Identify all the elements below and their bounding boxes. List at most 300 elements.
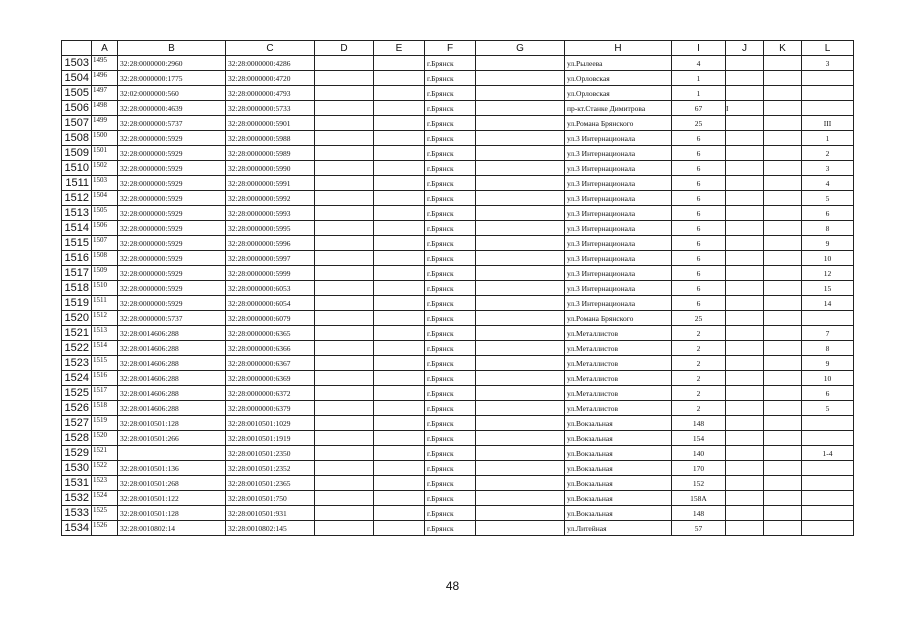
cell-i[interactable]: 25 <box>672 311 726 326</box>
cell-h[interactable]: ул.Романа Брянского <box>565 311 672 326</box>
cell-h[interactable]: ул.3 Интернационала <box>565 281 672 296</box>
cell-b[interactable]: 32:28:0014606:288 <box>118 371 226 386</box>
cell-a[interactable]: 1521 <box>92 446 118 461</box>
cell-j[interactable] <box>726 461 764 476</box>
cell-h[interactable]: ул.Вокзальная <box>565 476 672 491</box>
cell-l[interactable] <box>802 86 854 101</box>
cell-b[interactable]: 32:28:0010802:14 <box>118 521 226 536</box>
cell-f[interactable]: г.Брянск <box>425 401 476 416</box>
cell-b[interactable]: 32:28:0000000:2960 <box>118 56 226 71</box>
cell-i[interactable]: 1 <box>672 71 726 86</box>
cell-l[interactable]: 1-4 <box>802 446 854 461</box>
cell-c[interactable]: 32:28:0000000:5997 <box>226 251 315 266</box>
cell-e[interactable] <box>374 416 425 431</box>
cell-d[interactable] <box>315 116 374 131</box>
cell-a[interactable]: 1502 <box>92 161 118 176</box>
cell-a[interactable]: 1524 <box>92 491 118 506</box>
cell-f[interactable]: г.Брянск <box>425 131 476 146</box>
cell-f[interactable]: г.Брянск <box>425 461 476 476</box>
cell-k[interactable] <box>764 386 802 401</box>
cell-g[interactable] <box>476 206 565 221</box>
cell-c[interactable]: 32:28:0010501:2365 <box>226 476 315 491</box>
row-number[interactable]: 1529 <box>62 446 92 461</box>
cell-d[interactable] <box>315 446 374 461</box>
row-number[interactable]: 1525 <box>62 386 92 401</box>
column-header-f[interactable]: F <box>425 41 476 56</box>
cell-a[interactable]: 1512 <box>92 311 118 326</box>
cell-c[interactable]: 32:28:0010501:1029 <box>226 416 315 431</box>
cell-j[interactable] <box>726 221 764 236</box>
cell-f[interactable]: г.Брянск <box>425 71 476 86</box>
cell-c[interactable]: 32:28:0000000:4286 <box>226 56 315 71</box>
cell-l[interactable]: 6 <box>802 206 854 221</box>
cell-a[interactable]: 1519 <box>92 416 118 431</box>
cell-i[interactable]: 170 <box>672 461 726 476</box>
cell-f[interactable]: г.Брянск <box>425 101 476 116</box>
cell-b[interactable]: 32:28:0014606:288 <box>118 386 226 401</box>
row-number[interactable]: 1511 <box>62 176 92 191</box>
cell-b[interactable]: 32:28:0000000:5737 <box>118 116 226 131</box>
cell-g[interactable] <box>476 221 565 236</box>
cell-c[interactable]: 32:28:0010501:2350 <box>226 446 315 461</box>
cell-g[interactable] <box>476 371 565 386</box>
cell-f[interactable]: г.Брянск <box>425 341 476 356</box>
cell-e[interactable] <box>374 386 425 401</box>
cell-c[interactable]: 32:28:0000000:6367 <box>226 356 315 371</box>
cell-e[interactable] <box>374 446 425 461</box>
cell-b[interactable]: 32:28:0014606:288 <box>118 401 226 416</box>
cell-c[interactable]: 32:28:0010501:931 <box>226 506 315 521</box>
cell-d[interactable] <box>315 371 374 386</box>
cell-d[interactable] <box>315 176 374 191</box>
cell-e[interactable] <box>374 101 425 116</box>
row-number[interactable]: 1521 <box>62 326 92 341</box>
cell-l[interactable]: 5 <box>802 401 854 416</box>
cell-j[interactable] <box>726 56 764 71</box>
cell-e[interactable] <box>374 251 425 266</box>
cell-d[interactable] <box>315 206 374 221</box>
cell-b[interactable]: 32:28:0010501:266 <box>118 431 226 446</box>
cell-c[interactable]: 32:28:0000000:6053 <box>226 281 315 296</box>
cell-b[interactable]: 32:28:0010501:268 <box>118 476 226 491</box>
cell-e[interactable] <box>374 371 425 386</box>
row-number[interactable]: 1522 <box>62 341 92 356</box>
cell-e[interactable] <box>374 326 425 341</box>
cell-i[interactable]: 25 <box>672 116 726 131</box>
cell-b[interactable]: 32:28:0000000:5929 <box>118 176 226 191</box>
cell-h[interactable]: ул.Металлистов <box>565 341 672 356</box>
cell-b[interactable]: 32:28:0000000:5929 <box>118 221 226 236</box>
column-header-a[interactable]: A <box>92 41 118 56</box>
cell-f[interactable]: г.Брянск <box>425 476 476 491</box>
row-number[interactable]: 1508 <box>62 131 92 146</box>
cell-g[interactable] <box>476 311 565 326</box>
cell-k[interactable] <box>764 416 802 431</box>
cell-e[interactable] <box>374 311 425 326</box>
cell-a[interactable]: 1497 <box>92 86 118 101</box>
cell-c[interactable]: 32:28:0010501:1919 <box>226 431 315 446</box>
cell-j[interactable] <box>726 176 764 191</box>
row-number[interactable]: 1526 <box>62 401 92 416</box>
cell-h[interactable]: ул.3 Интернационала <box>565 146 672 161</box>
cell-i[interactable]: 2 <box>672 341 726 356</box>
cell-f[interactable]: г.Брянск <box>425 446 476 461</box>
cell-f[interactable]: г.Брянск <box>425 56 476 71</box>
cell-d[interactable] <box>315 416 374 431</box>
cell-h[interactable]: ул.Рылеева <box>565 56 672 71</box>
row-number[interactable]: 1515 <box>62 236 92 251</box>
cell-j[interactable] <box>726 311 764 326</box>
cell-e[interactable] <box>374 281 425 296</box>
cell-k[interactable] <box>764 251 802 266</box>
cell-e[interactable] <box>374 131 425 146</box>
cell-i[interactable]: 67 <box>672 101 726 116</box>
cell-k[interactable] <box>764 206 802 221</box>
cell-k[interactable] <box>764 236 802 251</box>
cell-f[interactable]: г.Брянск <box>425 266 476 281</box>
cell-h[interactable]: ул.Металлистов <box>565 326 672 341</box>
cell-d[interactable] <box>315 311 374 326</box>
cell-j[interactable] <box>726 71 764 86</box>
cell-j[interactable] <box>726 401 764 416</box>
cell-f[interactable]: г.Брянск <box>425 206 476 221</box>
cell-f[interactable]: г.Брянск <box>425 281 476 296</box>
cell-k[interactable] <box>764 176 802 191</box>
row-number[interactable]: 1513 <box>62 206 92 221</box>
cell-k[interactable] <box>764 341 802 356</box>
cell-j[interactable] <box>726 251 764 266</box>
cell-f[interactable]: г.Брянск <box>425 116 476 131</box>
cell-c[interactable]: 32:28:0000000:6079 <box>226 311 315 326</box>
cell-j[interactable] <box>726 191 764 206</box>
cell-k[interactable] <box>764 461 802 476</box>
row-number[interactable]: 1524 <box>62 371 92 386</box>
cell-i[interactable]: 148 <box>672 416 726 431</box>
row-number[interactable]: 1523 <box>62 356 92 371</box>
cell-e[interactable] <box>374 116 425 131</box>
cell-a[interactable]: 1513 <box>92 326 118 341</box>
row-number[interactable]: 1503 <box>62 56 92 71</box>
cell-e[interactable] <box>374 266 425 281</box>
cell-e[interactable] <box>374 506 425 521</box>
cell-g[interactable] <box>476 86 565 101</box>
cell-l[interactable] <box>802 71 854 86</box>
cell-i[interactable]: 2 <box>672 401 726 416</box>
cell-e[interactable] <box>374 161 425 176</box>
cell-k[interactable] <box>764 311 802 326</box>
cell-c[interactable]: 32:28:0000000:5999 <box>226 266 315 281</box>
cell-d[interactable] <box>315 476 374 491</box>
row-number[interactable]: 1512 <box>62 191 92 206</box>
cell-c[interactable]: 32:28:0000000:5990 <box>226 161 315 176</box>
cell-g[interactable] <box>476 101 565 116</box>
cell-a[interactable]: 1507 <box>92 236 118 251</box>
cell-i[interactable]: 6 <box>672 296 726 311</box>
cell-e[interactable] <box>374 56 425 71</box>
cell-i[interactable]: 6 <box>672 146 726 161</box>
cell-a[interactable]: 1498 <box>92 101 118 116</box>
cell-a[interactable]: 1503 <box>92 176 118 191</box>
cell-j[interactable] <box>726 356 764 371</box>
cell-a[interactable]: 1515 <box>92 356 118 371</box>
cell-k[interactable] <box>764 221 802 236</box>
cell-g[interactable] <box>476 71 565 86</box>
cell-a[interactable]: 1508 <box>92 251 118 266</box>
cell-g[interactable] <box>476 161 565 176</box>
cell-a[interactable]: 1523 <box>92 476 118 491</box>
cell-i[interactable]: 6 <box>672 221 726 236</box>
cell-e[interactable] <box>374 236 425 251</box>
cell-l[interactable]: 14 <box>802 296 854 311</box>
cell-c[interactable]: 32:28:0000000:4793 <box>226 86 315 101</box>
cell-j[interactable]: I <box>726 101 764 116</box>
column-header-d[interactable]: D <box>315 41 374 56</box>
column-header-l[interactable]: L <box>802 41 854 56</box>
cell-j[interactable] <box>726 131 764 146</box>
cell-h[interactable]: ул.3 Интернационала <box>565 221 672 236</box>
cell-c[interactable]: 32:28:0000000:6369 <box>226 371 315 386</box>
cell-a[interactable]: 1495 <box>92 56 118 71</box>
cell-g[interactable] <box>476 416 565 431</box>
cell-a[interactable]: 1501 <box>92 146 118 161</box>
cell-e[interactable] <box>374 341 425 356</box>
cell-c[interactable]: 32:28:0000000:5733 <box>226 101 315 116</box>
cell-h[interactable]: ул.Вокзальная <box>565 491 672 506</box>
column-header-e[interactable]: E <box>374 41 425 56</box>
cell-b[interactable]: 32:28:0000000:5929 <box>118 146 226 161</box>
cell-i[interactable]: 1 <box>672 86 726 101</box>
cell-h[interactable]: ул.3 Интернационала <box>565 251 672 266</box>
cell-l[interactable] <box>802 476 854 491</box>
cell-d[interactable] <box>315 341 374 356</box>
cell-d[interactable] <box>315 86 374 101</box>
cell-i[interactable]: 6 <box>672 161 726 176</box>
cell-g[interactable] <box>476 296 565 311</box>
cell-l[interactable]: 10 <box>802 251 854 266</box>
cell-a[interactable]: 1516 <box>92 371 118 386</box>
cell-k[interactable] <box>764 56 802 71</box>
cell-b[interactable]: 32:28:0014606:288 <box>118 326 226 341</box>
cell-l[interactable] <box>802 506 854 521</box>
cell-f[interactable]: г.Брянск <box>425 311 476 326</box>
cell-h[interactable]: ул.3 Интернационала <box>565 236 672 251</box>
cell-g[interactable] <box>476 461 565 476</box>
cell-e[interactable] <box>374 71 425 86</box>
cell-a[interactable]: 1517 <box>92 386 118 401</box>
cell-b[interactable]: 32:28:0010501:128 <box>118 506 226 521</box>
cell-c[interactable]: 32:28:0000000:5993 <box>226 206 315 221</box>
cell-j[interactable] <box>726 506 764 521</box>
cell-d[interactable] <box>315 161 374 176</box>
cell-f[interactable]: г.Брянск <box>425 236 476 251</box>
cell-i[interactable]: 6 <box>672 131 726 146</box>
cell-g[interactable] <box>476 446 565 461</box>
column-header-g[interactable]: G <box>476 41 565 56</box>
cell-e[interactable] <box>374 146 425 161</box>
cell-a[interactable]: 1499 <box>92 116 118 131</box>
cell-l[interactable] <box>802 431 854 446</box>
cell-f[interactable]: г.Брянск <box>425 371 476 386</box>
cell-c[interactable]: 32:28:0000000:6365 <box>226 326 315 341</box>
cell-b[interactable]: 32:28:0000000:5737 <box>118 311 226 326</box>
cell-l[interactable] <box>802 311 854 326</box>
cell-l[interactable] <box>802 491 854 506</box>
cell-h[interactable]: ул.3 Интернационала <box>565 176 672 191</box>
cell-h[interactable]: ул.3 Интернационала <box>565 266 672 281</box>
cell-g[interactable] <box>476 281 565 296</box>
cell-f[interactable]: г.Брянск <box>425 191 476 206</box>
cell-a[interactable]: 1520 <box>92 431 118 446</box>
cell-d[interactable] <box>315 131 374 146</box>
cell-k[interactable] <box>764 371 802 386</box>
cell-i[interactable]: 2 <box>672 386 726 401</box>
cell-i[interactable]: 2 <box>672 371 726 386</box>
cell-a[interactable]: 1500 <box>92 131 118 146</box>
cell-c[interactable]: 32:28:0000000:6366 <box>226 341 315 356</box>
cell-d[interactable] <box>315 431 374 446</box>
row-number[interactable]: 1506 <box>62 101 92 116</box>
cell-f[interactable]: г.Брянск <box>425 161 476 176</box>
cell-c[interactable]: 32:28:0010501:2352 <box>226 461 315 476</box>
cell-f[interactable]: г.Брянск <box>425 176 476 191</box>
cell-f[interactable]: г.Брянск <box>425 326 476 341</box>
cell-f[interactable]: г.Брянск <box>425 521 476 536</box>
cell-k[interactable] <box>764 86 802 101</box>
cell-k[interactable] <box>764 146 802 161</box>
row-number[interactable]: 1518 <box>62 281 92 296</box>
cell-d[interactable] <box>315 521 374 536</box>
cell-e[interactable] <box>374 401 425 416</box>
cell-k[interactable] <box>764 491 802 506</box>
cell-l[interactable]: 4 <box>802 176 854 191</box>
cell-g[interactable] <box>476 56 565 71</box>
cell-k[interactable] <box>764 281 802 296</box>
cell-g[interactable] <box>476 491 565 506</box>
cell-f[interactable]: г.Брянск <box>425 491 476 506</box>
cell-g[interactable] <box>476 506 565 521</box>
cell-l[interactable]: 6 <box>802 386 854 401</box>
cell-g[interactable] <box>476 431 565 446</box>
cell-l[interactable]: 8 <box>802 221 854 236</box>
cell-e[interactable] <box>374 521 425 536</box>
cell-k[interactable] <box>764 476 802 491</box>
cell-k[interactable] <box>764 356 802 371</box>
cell-j[interactable] <box>726 86 764 101</box>
cell-d[interactable] <box>315 251 374 266</box>
cell-j[interactable] <box>726 266 764 281</box>
cell-g[interactable] <box>476 521 565 536</box>
cell-k[interactable] <box>764 71 802 86</box>
cell-b[interactable]: 32:28:0000000:5929 <box>118 191 226 206</box>
cell-l[interactable] <box>802 461 854 476</box>
cell-g[interactable] <box>476 476 565 491</box>
cell-h[interactable]: ул.Вокзальная <box>565 416 672 431</box>
cell-j[interactable] <box>726 431 764 446</box>
cell-e[interactable] <box>374 461 425 476</box>
cell-f[interactable]: г.Брянск <box>425 506 476 521</box>
cell-g[interactable] <box>476 341 565 356</box>
cell-j[interactable] <box>726 296 764 311</box>
cell-a[interactable]: 1510 <box>92 281 118 296</box>
cell-i[interactable]: 6 <box>672 236 726 251</box>
column-header-i[interactable]: I <box>672 41 726 56</box>
cell-d[interactable] <box>315 71 374 86</box>
cell-j[interactable] <box>726 521 764 536</box>
cell-l[interactable]: 12 <box>802 266 854 281</box>
cell-h[interactable]: ул.Орловская <box>565 86 672 101</box>
cell-h[interactable]: ул.Металлистов <box>565 356 672 371</box>
row-number[interactable]: 1510 <box>62 161 92 176</box>
cell-g[interactable] <box>476 386 565 401</box>
row-number[interactable]: 1517 <box>62 266 92 281</box>
column-header-j[interactable]: J <box>726 41 764 56</box>
cell-e[interactable] <box>374 206 425 221</box>
cell-b[interactable]: 32:28:0000000:5929 <box>118 266 226 281</box>
cell-h[interactable]: ул.Вокзальная <box>565 506 672 521</box>
cell-d[interactable] <box>315 191 374 206</box>
cell-a[interactable]: 1511 <box>92 296 118 311</box>
cell-i[interactable]: 57 <box>672 521 726 536</box>
cell-h[interactable]: пр-кт.Станке Димитрова <box>565 101 672 116</box>
cell-h[interactable]: ул.Металлистов <box>565 386 672 401</box>
cell-c[interactable]: 32:28:0010802:145 <box>226 521 315 536</box>
cell-h[interactable]: ул.Вокзальная <box>565 461 672 476</box>
cell-b[interactable]: 32:28:0000000:5929 <box>118 296 226 311</box>
cell-b[interactable]: 32:28:0014606:288 <box>118 356 226 371</box>
cell-c[interactable]: 32:28:0000000:5995 <box>226 221 315 236</box>
cell-a[interactable]: 1504 <box>92 191 118 206</box>
cell-j[interactable] <box>726 476 764 491</box>
cell-l[interactable]: 8 <box>802 341 854 356</box>
cell-j[interactable] <box>726 281 764 296</box>
cell-k[interactable] <box>764 161 802 176</box>
cell-l[interactable]: 2 <box>802 146 854 161</box>
cell-h[interactable]: ул.3 Интернационала <box>565 131 672 146</box>
cell-d[interactable] <box>315 236 374 251</box>
cell-l[interactable]: 1 <box>802 131 854 146</box>
cell-j[interactable] <box>726 386 764 401</box>
cell-d[interactable] <box>315 356 374 371</box>
cell-a[interactable]: 1526 <box>92 521 118 536</box>
cell-k[interactable] <box>764 431 802 446</box>
cell-h[interactable]: ул.Орловская <box>565 71 672 86</box>
cell-a[interactable]: 1518 <box>92 401 118 416</box>
cell-e[interactable] <box>374 191 425 206</box>
cell-l[interactable]: 10 <box>802 371 854 386</box>
cell-e[interactable] <box>374 476 425 491</box>
cell-k[interactable] <box>764 296 802 311</box>
cell-g[interactable] <box>476 176 565 191</box>
cell-b[interactable]: 32:28:0000000:5929 <box>118 131 226 146</box>
cell-k[interactable] <box>764 131 802 146</box>
cell-k[interactable] <box>764 446 802 461</box>
cell-f[interactable]: г.Брянск <box>425 386 476 401</box>
cell-k[interactable] <box>764 521 802 536</box>
cell-d[interactable] <box>315 401 374 416</box>
cell-i[interactable]: 6 <box>672 266 726 281</box>
cell-l[interactable]: 3 <box>802 56 854 71</box>
cell-j[interactable] <box>726 341 764 356</box>
column-header-k[interactable]: K <box>764 41 802 56</box>
row-number[interactable]: 1533 <box>62 506 92 521</box>
cell-j[interactable] <box>726 161 764 176</box>
cell-i[interactable]: 154 <box>672 431 726 446</box>
row-number[interactable]: 1516 <box>62 251 92 266</box>
cell-i[interactable]: 2 <box>672 326 726 341</box>
cell-j[interactable] <box>726 236 764 251</box>
cell-j[interactable] <box>726 446 764 461</box>
cell-k[interactable] <box>764 506 802 521</box>
